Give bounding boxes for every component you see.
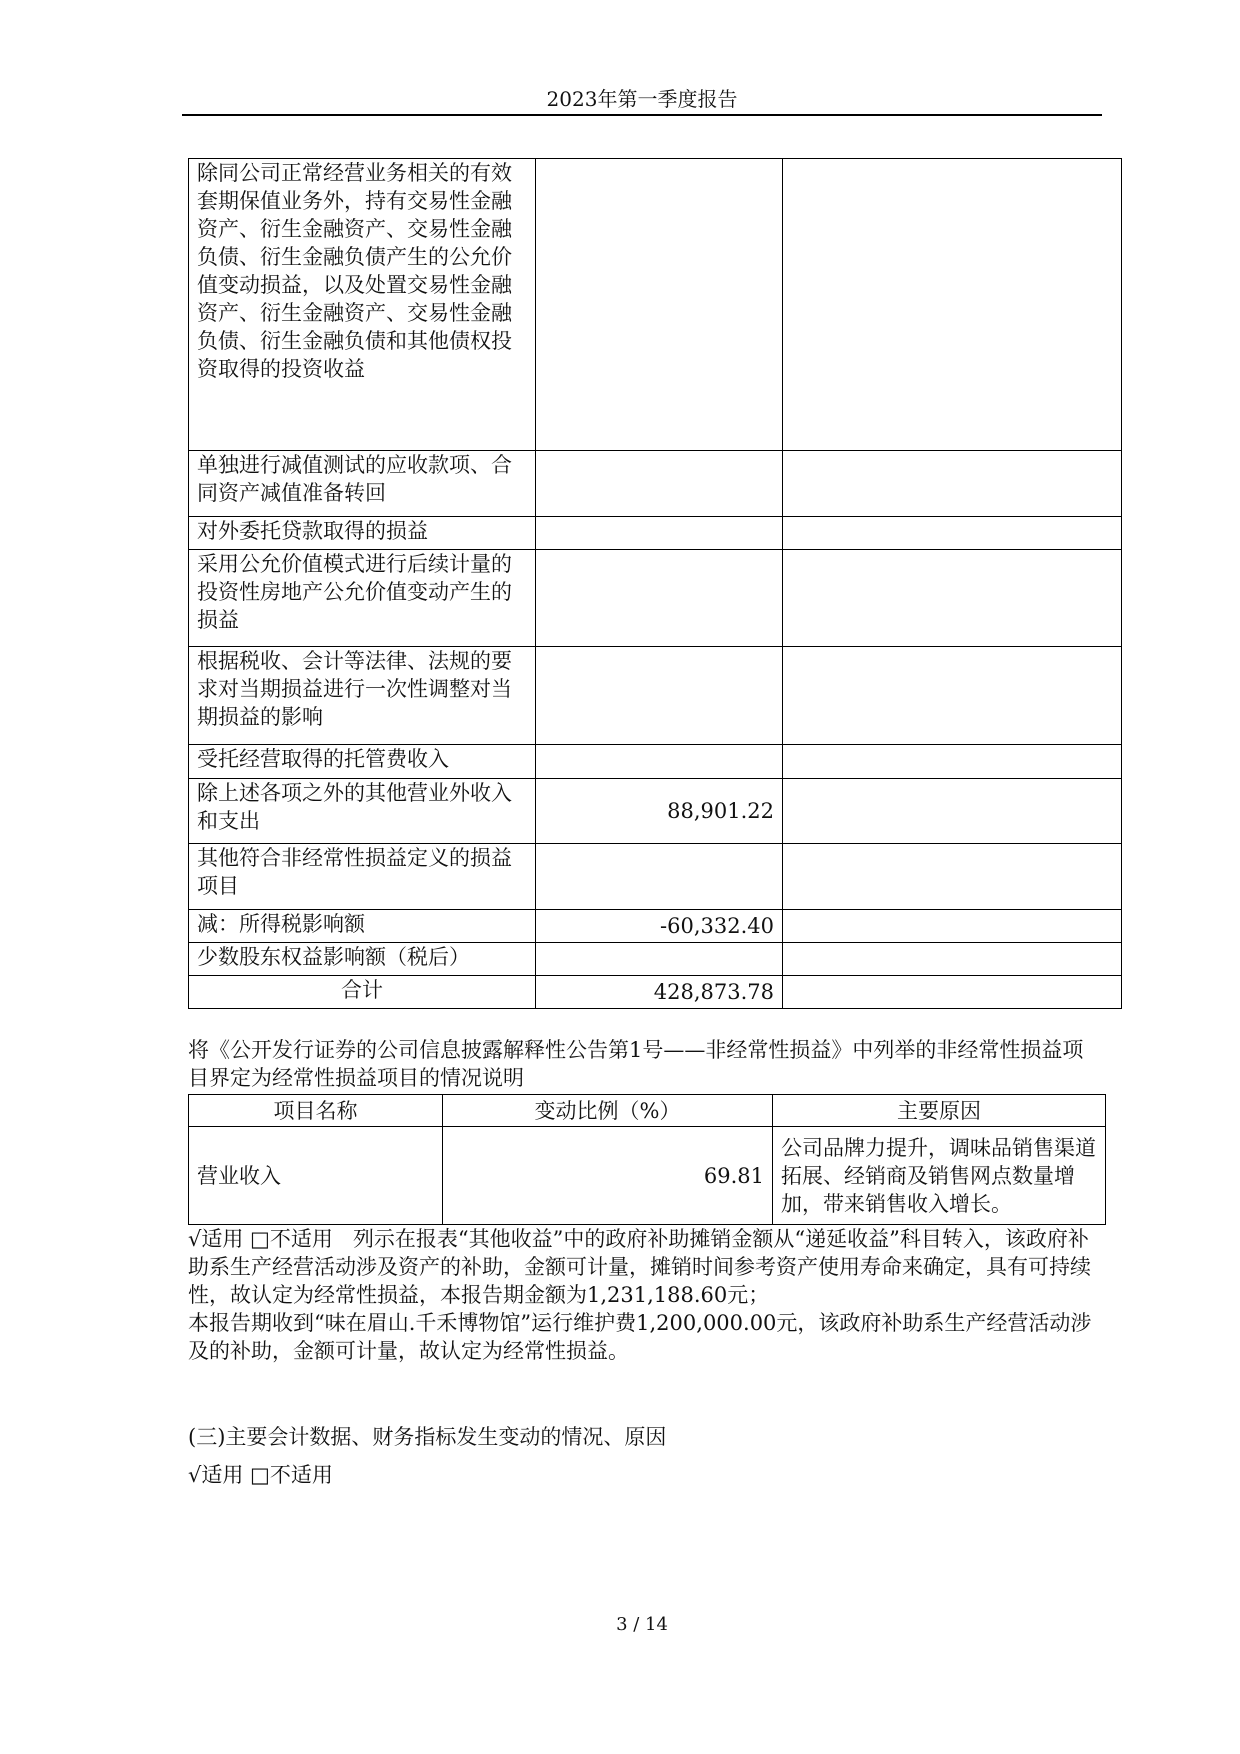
subsidy-explanation: [188, 1225, 1102, 1365]
amount-cell: [536, 647, 783, 745]
note-cell: [783, 550, 1122, 647]
subsidy-text: 本报告期收到“味在眉山.千禾博物馆”运行维护费1,200,000.00元，该政府补助系生产经营活动涉及的补助，金额可计量，故认定为经常性损益。: [188, 1311, 1092, 1363]
amount-cell: [536, 745, 783, 779]
applicability-check: √适用 □不适用: [188, 1463, 333, 1487]
item-cell: 少数股东权益影响额（税后）: [189, 943, 536, 976]
applicability-check: √适用 □不适用: [188, 1227, 333, 1251]
total-label: 合计: [189, 976, 536, 1009]
nonrecurring-items-table: [188, 158, 1122, 1009]
note-cell: [783, 647, 1122, 745]
amount-cell: [536, 517, 783, 550]
amount-cell: 88,901.22: [536, 779, 783, 844]
table-row: [189, 517, 1122, 550]
table-row: [189, 451, 1122, 517]
amount-cell: [536, 943, 783, 976]
item-name-cell: 营业收入: [189, 1127, 443, 1225]
table-row: [189, 844, 1122, 910]
item-cell: 采用公允价值模式进行后续计量的投资性房地产公允价值变动产生的损益: [189, 550, 536, 647]
note-cell: [783, 779, 1122, 844]
item-cell: 其他符合非经常性损益定义的损益项目: [189, 844, 536, 910]
item-cell: 除同公司正常经营业务相关的有效套期保值业务外，持有交易性金融资产、衍生金融资产、交易性金融负债、衍生金融负债产生的公允价值变动损益，以及处置交易性金融资产、衍生金融资产、交易性金融负债、衍生金融负债和其他债权投资取得的投资收益: [189, 159, 536, 451]
item-cell: 除上述各项之外的其他营业外收入和支出: [189, 779, 536, 844]
note-cell: [783, 910, 1122, 943]
item-cell: 根据税收、会计等法律、法规的要求对当期损益进行一次性调整对当期损益的影响: [189, 647, 536, 745]
note-cell: [783, 976, 1122, 1009]
reason-cell: 公司品牌力提升，调味品销售渠道拓展、经销商及销售网点数量增加，带来销售收入增长。: [773, 1127, 1106, 1225]
column-header: 主要原因: [773, 1095, 1106, 1127]
note-cell: [783, 451, 1122, 517]
item-cell: 受托经营取得的托管费收入: [189, 745, 536, 779]
report-header: 2023年第一季度报告: [546, 87, 738, 111]
item-cell: 单独进行减值测试的应收款项、合同资产减值准备转回: [189, 451, 536, 517]
header-divider: [182, 114, 1102, 116]
total-amount: 428,873.78: [536, 976, 783, 1009]
subsidy-text: 列示在报表“其他收益”中的政府补助摊销金额从“递延收益”科目转入，该政府补助系生产经营活动涉及资产的补助，金额可计量，摊销时间参考资产使用寿命来确定，具有可持续性，故认定为经常性损益，本报告期金额为1,231,188.60元；: [188, 1227, 1091, 1307]
table-row: [189, 943, 1122, 976]
amount-cell: [536, 451, 783, 517]
amount-cell: -60,332.40: [536, 910, 783, 943]
amount-cell: [536, 159, 783, 451]
column-header: 变动比例（%）: [443, 1095, 773, 1127]
table-header-row: [189, 1095, 1106, 1127]
note-cell: [783, 844, 1122, 910]
note-cell: [783, 517, 1122, 550]
table-row: [189, 745, 1122, 779]
table-row: [189, 1127, 1106, 1225]
amount-cell: [536, 844, 783, 910]
item-cell: 对外委托贷款取得的损益: [189, 517, 536, 550]
table-row: [189, 647, 1122, 745]
note-cell: [783, 745, 1122, 779]
page-number: 3 / 14: [616, 1614, 668, 1635]
section-heading: (三)主要会计数据、财务指标发生变动的情况、原因: [188, 1425, 667, 1449]
table-row: [189, 910, 1122, 943]
note-cell: [783, 159, 1122, 451]
table-row: [189, 550, 1122, 647]
table-row: [189, 779, 1122, 844]
item-cell: 减：所得税影响额: [189, 910, 536, 943]
amount-cell: [536, 550, 783, 647]
table-row: [189, 159, 1122, 451]
column-header: 项目名称: [189, 1095, 443, 1127]
note-cell: [783, 943, 1122, 976]
total-row: [189, 976, 1122, 1009]
ratio-cell: 69.81: [443, 1127, 773, 1225]
reclass-note: 将《公开发行证券的公司信息披露解释性公告第1号——非经常性损益》中列举的非经常性损益项目界定为经常性损益项目的情况说明: [188, 1038, 1084, 1090]
change-reason-table: [188, 1094, 1106, 1225]
